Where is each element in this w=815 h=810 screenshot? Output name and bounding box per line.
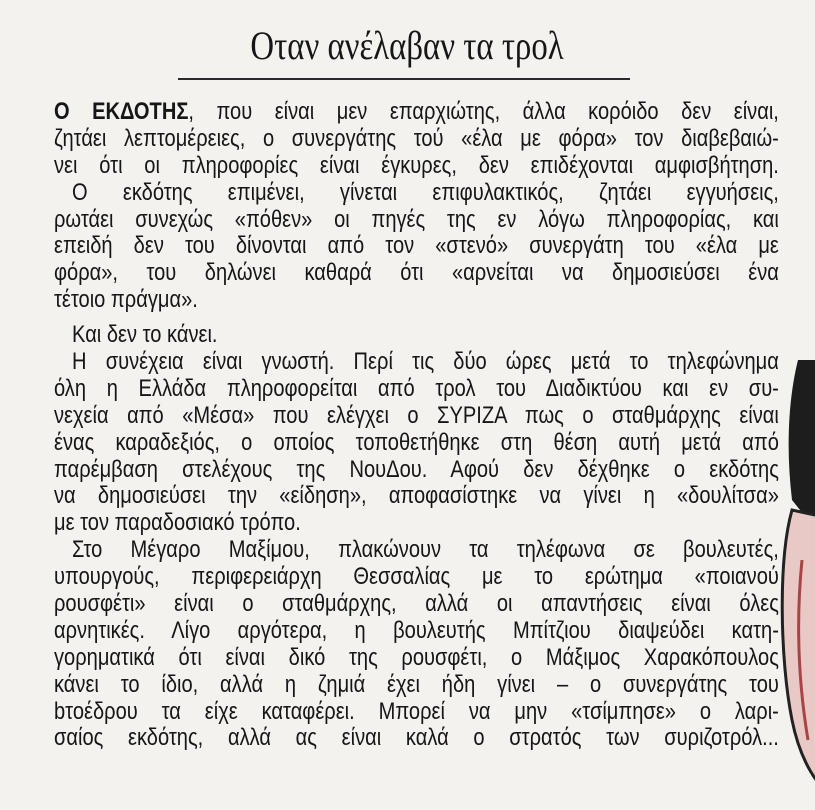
lead-bold: Ο ΕΚΔΟΤΗΣ — [54, 98, 189, 125]
article-line: όλη η Ελλάδα πληροφορείται από τρολ του Διαδικτύου και εν συ- — [54, 374, 779, 402]
article-line: τέτοιο πράγμα». — [54, 286, 198, 314]
article-line: Στο Μέγαρο Μαξίμου, πλακώνουν τα τηλέφωνα σε βουλευτές, — [72, 536, 779, 564]
article-line: επειδή δεν του δίνονται από τον «στενό» συνεργάτη του «έλα με — [54, 232, 779, 260]
article-line: Ο εκδότης επιμένει, γίνεται επιφυλακτικός, ζητάει εγγυήσεις, — [72, 178, 779, 206]
article-line: ρουσφέτι» είναι ο σταθμάρχης, αλλά οι απαντήσεις είναι όλες — [54, 590, 779, 618]
article-line: Και δεν το κάνει. — [72, 321, 218, 349]
headline: Οταν ανέλαβαν τα τρολ — [250, 23, 565, 68]
article-body — [54, 99, 779, 752]
article-line: bτοέδρου τα είχε καταφέρει. Μπορεί να μην «τσίμπησε» ο λαρι- — [54, 697, 779, 725]
cartoon-illustration — [778, 360, 815, 810]
article-line: αρνητικές. Λίγο αργότερα, η βουλευτής Μπίτζιου διαψεύδει κατη- — [54, 616, 779, 644]
headline-underline — [178, 78, 630, 80]
article-line: με τον παραδοσιακό τρόπο. — [54, 509, 301, 537]
article-line: ζητάει λεπτομέρειες, ο συνεργάτης τού «έλα με φόρα» τον διαβεβαιώ- — [54, 124, 779, 152]
article-line: ένας καραδεξιός, ο οποίος τοποθετήθηκε στη θέση αυτή μετά από — [54, 428, 779, 456]
article-line: νει ότι οι πληροφορίες είναι έγκυρες, δεν επιδέχονται αμφισβήτηση. — [54, 151, 779, 179]
article-line: Ο ΕΚΔΟΤΗΣ, που είναι μεν επαρχιώτης, άλλα κορόιδο δεν είναι, — [54, 98, 779, 125]
article-line: σαίος εκδότης, αλλά ας είναι καλά ο στρατός των συριζοτρόλ... — [54, 724, 779, 752]
article-line: νεχεία από «Μέσα» που ελέγχει ο ΣΥΡΙΖΑ πως ο σταθμάρχης είναι — [54, 401, 779, 429]
article-line: ρωτάει συνεχώς «πόθεν» οι πηγές της εν λόγω πληροφορίας, και — [54, 205, 779, 233]
article-line: κάνει το ίδιο, αλλά η ζημιά έχει ήδη γίνει – ο συνεργάτης του — [54, 670, 779, 698]
article-line: φόρα», του δηλώνει καθαρά ότι «αρνείται να δημοσιεύσει ένα — [54, 259, 779, 287]
article-line: Η συνέχεια είναι γνωστή. Περί τις δύο ώρες μετά το τηλεφώνημα — [72, 348, 779, 376]
article-line: γορηματικά ότι είναι δικό της ρουσφέτι, ο Μάξιμος Χαρακόπουλος — [54, 643, 779, 671]
article-line: υπουργούς, περιφερειάρχη Θεσσαλίας με το ερώτημα «ποιανού — [54, 563, 779, 591]
article-line: να δημοσιεύσει την «είδηση», αποφασίστηκε να γίνει η «δουλίτσα» — [54, 482, 779, 510]
article-line: παρέμβαση στελέχους της ΝουΔου. Αφού δεν δέχθηκε ο εκδότης — [54, 455, 779, 483]
